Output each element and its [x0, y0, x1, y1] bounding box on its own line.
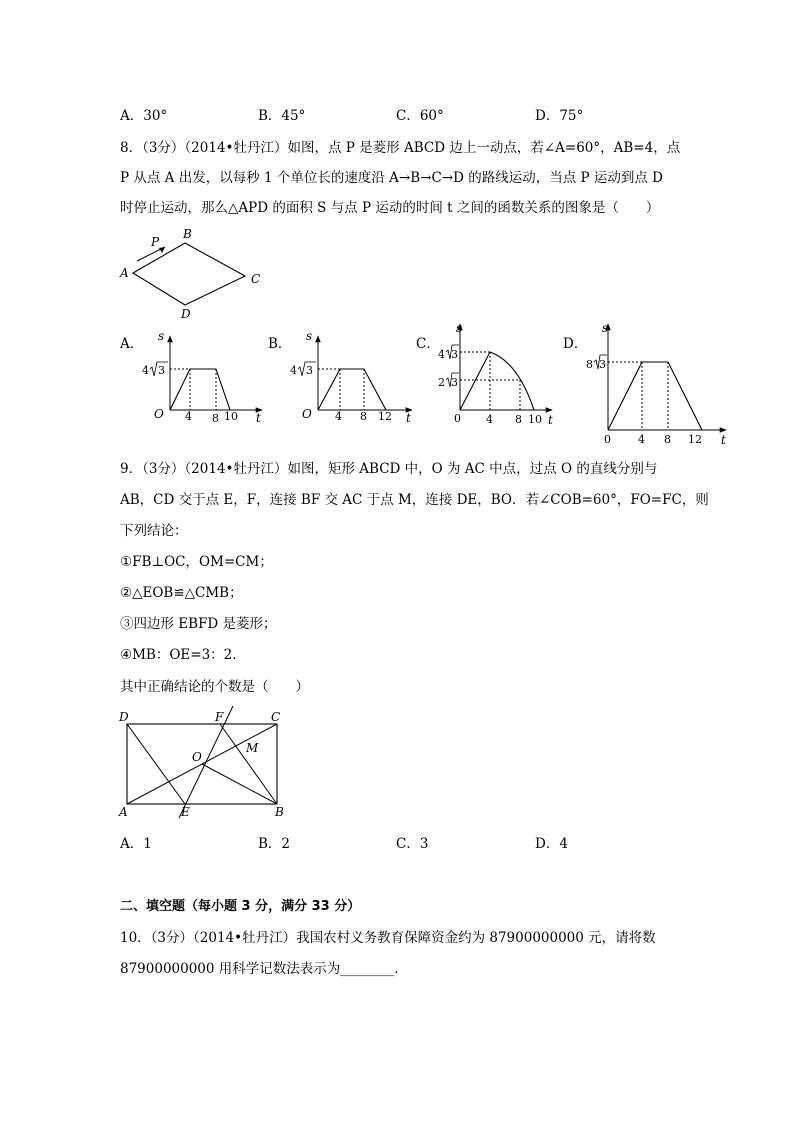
- label-o: 0: [454, 412, 461, 425]
- label-o: 0: [604, 433, 611, 446]
- graph-c: [436, 318, 566, 428]
- label-s: s: [158, 329, 165, 343]
- y-value-coef: 4: [290, 364, 297, 377]
- tick-8: 8: [360, 410, 367, 423]
- graph-b: [288, 326, 418, 424]
- label-s: s: [456, 321, 463, 335]
- q9-line-1: 9．（3分）（2014•牡丹江）如图，矩形 ABCD 中，O 为 AC 中点，过点 O 的直线分别与: [120, 461, 658, 477]
- label-f: F: [215, 710, 224, 724]
- q7-option-a[interactable]: A．30°: [120, 108, 168, 124]
- tick-8: 8: [212, 412, 219, 424]
- q8-option-c[interactable]: C．: [416, 336, 440, 352]
- label-e: E: [181, 805, 190, 819]
- label-d: D: [119, 710, 129, 724]
- graph-curve: [170, 369, 230, 410]
- q9-option-a[interactable]: A．1: [120, 836, 152, 852]
- q9-option-c[interactable]: C．3: [396, 836, 429, 852]
- label-a: A: [120, 266, 129, 280]
- label-o: O: [302, 407, 312, 421]
- tick-8: 8: [664, 433, 671, 446]
- label-o: O: [154, 407, 164, 421]
- q9-option-b[interactable]: B．2: [258, 836, 291, 852]
- q7-option-c[interactable]: C．60°: [396, 108, 444, 124]
- label-d: D: [181, 307, 191, 320]
- label-o: O: [192, 750, 202, 764]
- label-m: M: [246, 741, 259, 755]
- tick-12: 12: [378, 410, 392, 423]
- q7-option-d[interactable]: D．75°: [535, 108, 584, 124]
- y-value-2-coef: 2: [438, 376, 445, 389]
- graph-a: [140, 326, 270, 424]
- q9-rectangle-figure: [115, 706, 300, 821]
- label-s: s: [306, 329, 313, 343]
- line-ef: [179, 706, 233, 818]
- graph-curve: [608, 362, 702, 430]
- q9-conclusion-1: ①FB⊥OC，OM=CM；: [120, 554, 273, 570]
- label-c: C: [251, 272, 261, 286]
- y-value-radicand: 3: [599, 358, 606, 371]
- section-2-heading: 二、填空题（每小题 3 分，满分 33 分）: [120, 899, 361, 914]
- y-value-radicand: 3: [158, 364, 165, 377]
- segment-bo: [202, 764, 277, 804]
- graph-d: [584, 318, 734, 448]
- tick-4: 4: [185, 410, 192, 423]
- y-value-1-radicand: 3: [451, 348, 458, 361]
- label-b: B: [183, 227, 192, 241]
- q8-option-a[interactable]: A．: [120, 336, 144, 352]
- q8-rhombus-figure: [115, 225, 275, 320]
- q9-line-2: AB，CD 交于点 E，F，连接 BF 交 AC 于点 M，连接 DE，BO．若∠COB=60°，FO=FC，则: [120, 492, 709, 508]
- label-t: t: [256, 411, 261, 424]
- tick-4: 4: [486, 413, 493, 426]
- label-t: t: [406, 411, 411, 424]
- q9-conclusion-2: ②△EOB≌△CMB；: [120, 585, 243, 601]
- q9-question: 其中正确结论的个数是（ ）: [120, 679, 309, 695]
- q8-option-b[interactable]: B．: [268, 336, 292, 352]
- y-value-coef: 8: [586, 358, 593, 371]
- q8-option-d[interactable]: D．: [563, 336, 588, 352]
- graph-curve: [318, 369, 386, 410]
- q9-line-3: 下列结论：: [120, 523, 188, 539]
- label-p: P: [151, 235, 160, 249]
- tick-10: 10: [224, 410, 238, 423]
- tick-4: 4: [335, 410, 342, 423]
- segment-de: [127, 724, 185, 804]
- tick-4: 4: [638, 433, 645, 446]
- label-t: t: [548, 413, 553, 427]
- segment-bf: [220, 724, 277, 804]
- graph-curve: [460, 352, 534, 410]
- tick-12: 12: [688, 433, 702, 446]
- rhombus-shape: [133, 243, 245, 305]
- y-value-radicand: 3: [306, 364, 313, 377]
- label-t: t: [721, 433, 726, 447]
- label-s: s: [602, 321, 609, 335]
- q7-option-b[interactable]: B．45°: [258, 108, 306, 124]
- label-b: B: [275, 805, 284, 819]
- label-a: A: [119, 805, 128, 819]
- tick-10: 10: [528, 413, 542, 426]
- q8-line-1: 8．（3分）（2014•牡丹江）如图，点 P 是菱形 ABCD 边上一动点，若∠A=60°，AB=4，点: [120, 140, 681, 156]
- q10-line-1: 10．（3分）（2014•牡丹江）我国农村义务教育保障资金约为 87900000000 元，请将数: [120, 930, 656, 946]
- q8-line-3: 时停止运动，那么△APD 的面积 S 与点 P 运动的时间 t 之间的函数关系的图象是（ ）: [120, 200, 660, 216]
- q9-conclusion-4: ④MB：OE=3：2．: [120, 647, 246, 663]
- y-value-coef: 4: [142, 364, 149, 377]
- q9-conclusion-3: ③四边形 EBFD 是菱形；: [120, 616, 277, 632]
- label-c: C: [271, 710, 281, 724]
- y-value-1-coef: 4: [438, 348, 445, 361]
- tick-8: 8: [515, 413, 522, 426]
- q9-option-d[interactable]: D．4: [535, 836, 568, 852]
- q8-line-2: P 从点 A 出发，以每秒 1 个单位长的速度沿 A→B→C→D 的路线运动，当点 P 运动到点 D: [120, 170, 663, 186]
- q10-line-2: 87900000000 用科学记数法表示为________．: [120, 961, 408, 977]
- y-value-2-radicand: 3: [451, 376, 458, 389]
